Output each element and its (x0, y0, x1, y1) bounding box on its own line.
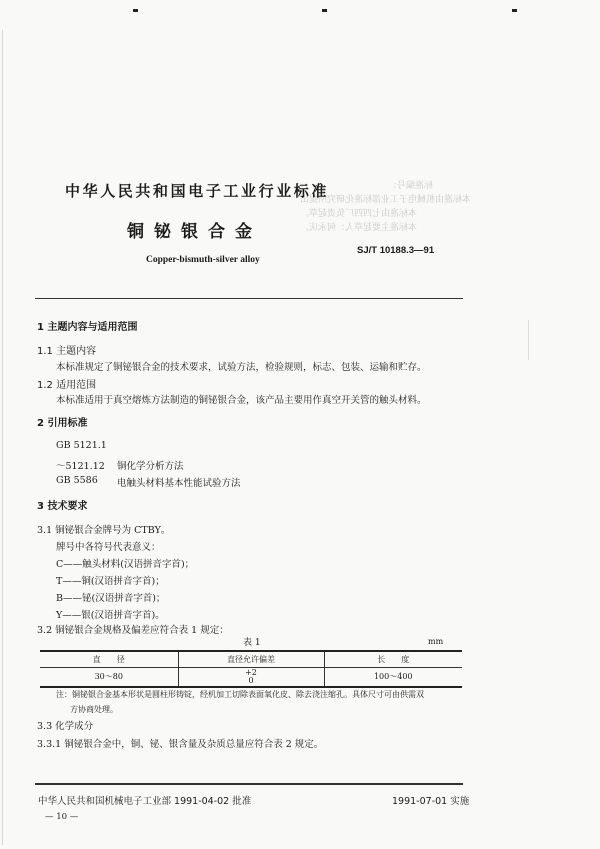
symbol-item: Y——银(汉语拼音字首)。 (56, 610, 165, 621)
column-header-tolerance: 直径允许偏差 (178, 651, 324, 668)
implementation-date: 1991-07-01 实施 (392, 796, 470, 807)
symbol-item: C——触头材料(汉语拼音字首)； (56, 559, 195, 570)
bleed-through-text: 本标准由机械电子工业部标准化研究所提出 (300, 195, 472, 205)
table-1-unit: mm (428, 637, 444, 646)
header-rule (35, 298, 463, 299)
column-header-length: 长 度 (324, 651, 462, 668)
symbol-item: T——铜(汉语拼音字首)； (56, 576, 165, 587)
document-title-en: Copper-bismuth-silver alloy (146, 255, 260, 265)
column-header-diameter: 直 径 (92, 655, 125, 664)
section-3-2-heading: 3.2 铜铋银合金规格及偏差应符合表 1 规定： (37, 625, 229, 636)
cell-tolerance (178, 668, 324, 688)
table-note: 注：铜铋银合金基本形状是圆柱形铸锭，经机加工切除表面氧化皮、除去浇注缩孔。具体尺寸可由供需双 (56, 690, 424, 699)
section-1-2-text: 本标准适用于真空熔炼方法制造的铜铋银合金，该产品主要用作真空开关管的触头材料。 (56, 395, 427, 406)
section-1-1-text: 本标准规定了铜铋银合金的技术要求，试验方法，检验规则，标志、包装、运输和贮存。 (56, 362, 427, 373)
symbol-intro: 牌号中各符号代表意义： (56, 542, 161, 553)
cell-length: 100～400 (324, 668, 462, 688)
approval-text: 中华人民共和国机械电子工业部 1991-04-02 批准 (38, 796, 252, 807)
scan-mark (133, 9, 138, 12)
tolerance-upper: +2 (245, 668, 257, 677)
section-3-3-1-heading: 3.3.1 铜铋银合金中，铜、铋、银含量及杂质总量应符合表 2 规定。 (37, 739, 324, 750)
table-row (40, 668, 462, 688)
section-1-2-heading: 1.2 适用范围 (37, 380, 97, 391)
section-3-3-heading: 3.3 化学成分 (37, 721, 94, 732)
footer-rule (35, 783, 463, 785)
table-1 (40, 650, 462, 688)
reference-code: GB 5121.1 (56, 440, 107, 451)
scan-mark (512, 9, 517, 12)
scan-mark (322, 9, 327, 12)
section-3-heading: 3 技术要求 (37, 501, 88, 512)
reference-code: ～5121.12 (56, 461, 105, 472)
document-title: 铜铋银合金 (127, 222, 262, 242)
reference-desc: 铜化学分析方法 (117, 461, 184, 472)
reference-code: GB 5586 (56, 475, 98, 486)
bleed-through-text: 本标准主要起草人：何永庆。 (300, 223, 418, 233)
section-1-heading: 1 主题内容与适用范围 (37, 322, 138, 333)
standard-title: 中华人民共和国电子工业行业标准 (65, 182, 330, 200)
tolerance-lower: 0 (248, 676, 254, 685)
bleed-through-text: 标准编号： (388, 181, 434, 191)
bleed-through-text: 本标准由七四四厂负责起草。 (300, 209, 418, 219)
document-code: SJ/T 10188.3—91 (357, 245, 435, 256)
section-1-1-heading: 1.1 主题内容 (37, 346, 97, 357)
page-edge (2, 30, 3, 845)
table-header-row (40, 651, 462, 668)
table-note-cont: 方协商处理。 (70, 705, 118, 714)
table-1-caption: 表 1 (243, 638, 261, 648)
page-edge (528, 320, 529, 360)
cell-diameter: 30～80 (94, 672, 123, 681)
symbol-item: B——铋(汉语拼音字首)； (56, 593, 166, 604)
reference-desc: 电触头材料基本性能试验方法 (117, 478, 241, 489)
section-2-heading: 2 引用标准 (37, 418, 88, 429)
page-number: — 10 — (45, 812, 79, 822)
section-3-1-heading: 3.1 铜铋银合金牌号为 CTBY。 (37, 525, 171, 536)
